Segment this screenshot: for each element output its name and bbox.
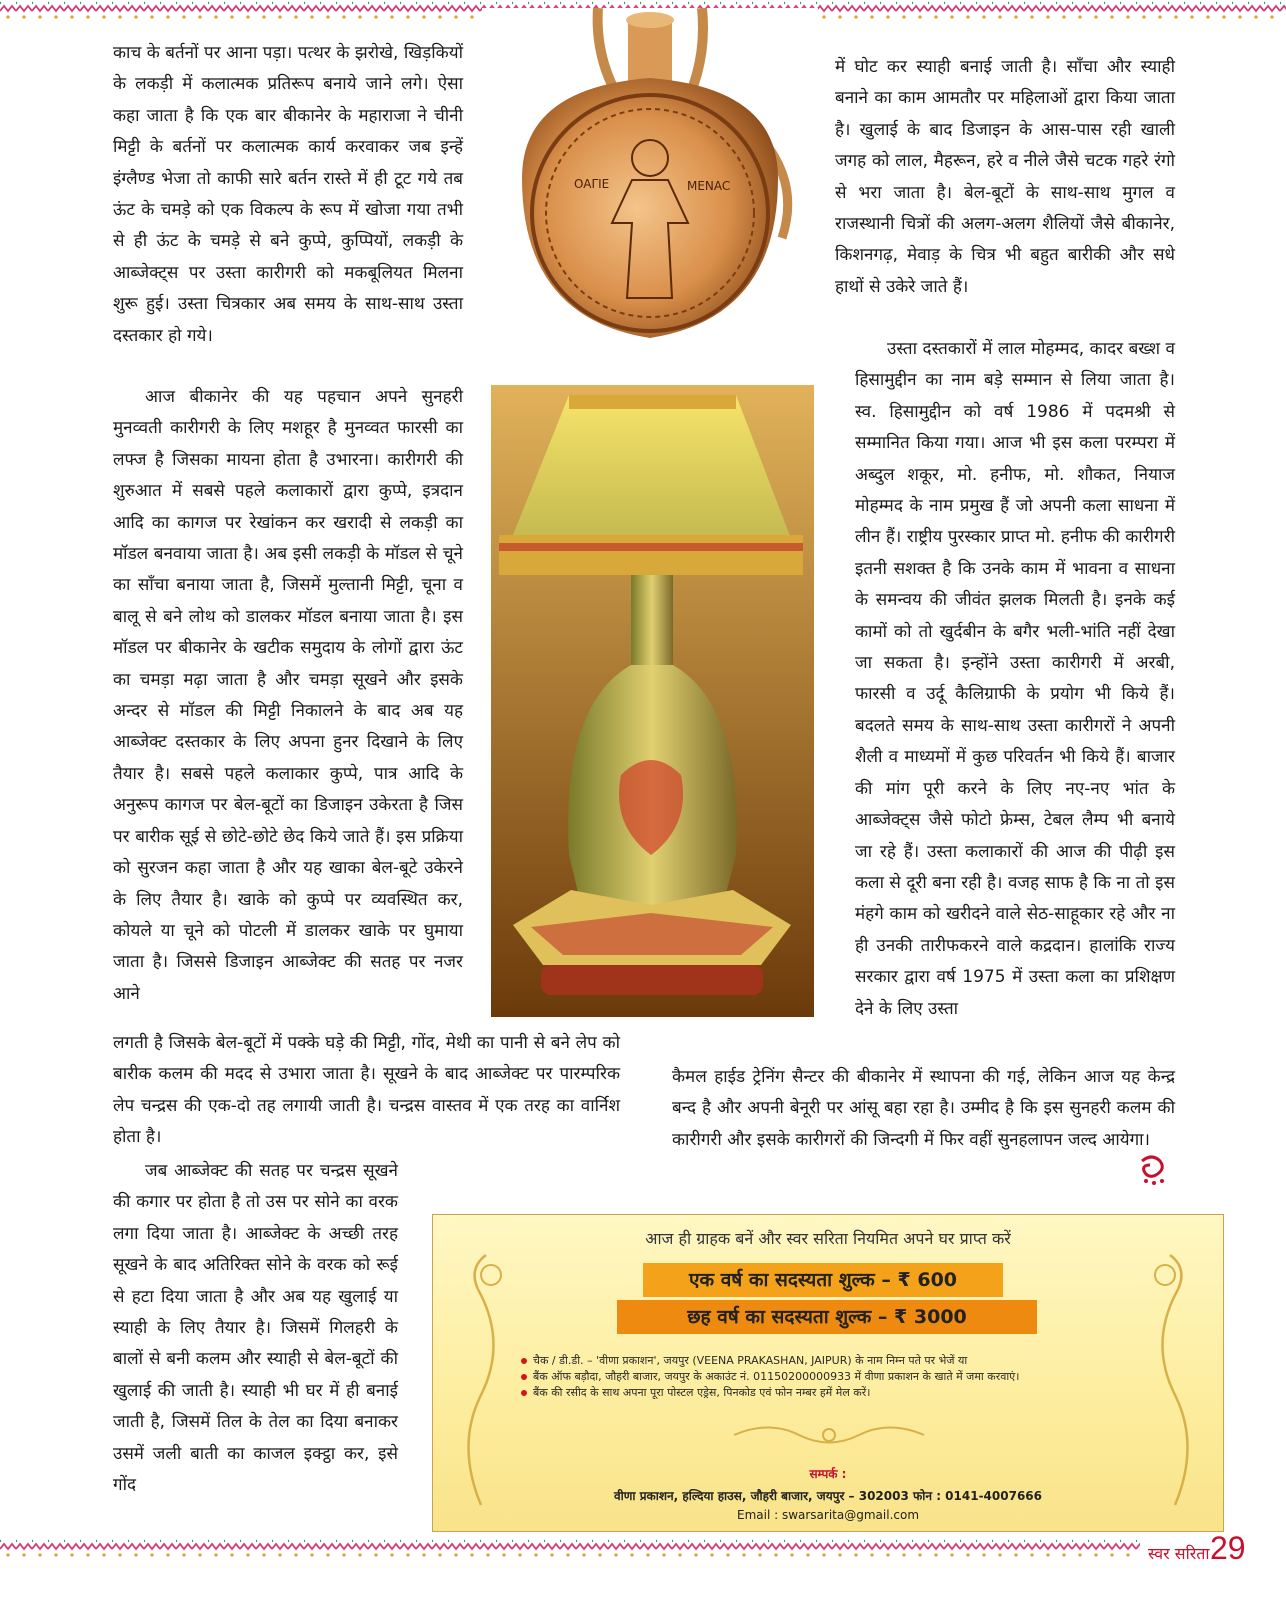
contact-address: वीणा प्रकाशन, हल्दिया हाउस, जौहरी बाजार, जयपुर – 302003 फोन : 0141-4007666	[613, 1489, 1043, 1503]
payment-instruction-item: चैक / डी.डी. – 'वीणा प्रकाशन', जयपुर (VEENA PRAKASHAN, JAIPUR) के नाम निम्न पते पर भेजें या	[521, 1353, 1151, 1369]
article-paragraph-1: काच के बर्तनों पर आना पड़ा। पत्थर के झरोखे, खिड़कियों के लकड़ी में कलात्मक प्रतिरूप बनाये जाने लगे। ऐसा कहा जाता है कि एक बार बीकानेर के महाराजा ने चीनी मिट्टी के बर्तनों पर कलात्मक कार्य करवाकर जब इन्हें इंग्लैण्ड भेजा तो काफी सारे बर्तन रास्ते में ही टूट गये तब ऊंट के चमड़े को एक विकल्प के रूप में खोजा गया तभी से ही ऊंट के चमड़े से बने कुप्पे, कुप्पियों, लकड़ी के आब्जेक्ट्स पर उस्ता कारीगरी को मकबूलियत मिलना शुरू हुई। उस्ता चित्रकार अब समय के साथ-साथ उस्ता दस्तकार हो गये।	[113, 43, 463, 346]
article-paragraph-5: उस्ता दस्तकारों में लाल मोहम्मद, कादर बख्श व हिसामुद्दीन का नाम बड़े सम्मान से लिया जाता है। स्व. हिसामुद्दीन को वर्ष 1986 में पदमश्री से सम्मानित किया गया। आज भी इस कला परम्परा में अब्दुल शकूर, मो. हनीफ, मो. शौकत, नियाज मोहम्मद के नाम प्रमुख हैं जो अपनी कला साधना में लीन हैं। राष्ट्रीय पुरस्कार प्राप्त मो. हनीफ की कारीगरी इतनी सशक्त है कि उनके काम में भावना व साधना के समन्वय की जीवंत झलक मिलती है। इनके कई कामों को तो खुर्दबीन के बगैर भली-भांति नहीं देखा जा सकता है। इन्होंने उस्ता कारीगरी में अरबी, फारसी व उर्दू कैलिग्राफी के प्रयोग भी किये हैं। बदलते समय के साथ-साथ उस्ता कारीगरों ने अपनी शैली व माध्यमों में कुछ परिवर्तन भी किये हैं। बाजार की मांग पूरी करने के लिए नए-नए भांत के आब्जेक्ट्स जैसे फोटो फ्रेम्स, टेबल लैम्प भी बनाये जा रहे हैं। उस्ता कलाकारों की आज की पीढ़ी इस कला से दूरी बना रही है। वजह साफ है कि ना तो इस मंहगे काम को खरीदने वाले सेठ-साहूकार रहे और ना ही उनकी तारीफकरने वाले कद्रदान। हालांकि राज्य सरकार द्वारा वर्ष 1975 में उस्ता कला का प्रशिक्षण देने के लिए उस्ता	[855, 339, 1175, 1019]
magazine-name: स्वर सरिता	[1148, 1544, 1210, 1563]
flask-inscription-right: MENAC	[687, 179, 731, 193]
page-number: 29	[1210, 1530, 1246, 1566]
table-lamp-photo	[491, 385, 814, 1017]
flask-inscription-left: OAΓIE	[574, 177, 610, 191]
center-flourish-icon	[729, 1420, 929, 1450]
leather-flask-photo	[482, 8, 818, 340]
article-end-mark-icon	[1134, 1151, 1170, 1187]
one-year-fee-banner: एक वर्ष का सदस्यता शुल्क – ₹ 600	[643, 1263, 1003, 1297]
contact-email: Email : swarsarita@gmail.com	[736, 1508, 920, 1522]
article-paragraph-5-continued: कैमल हाईड ट्रेनिंग सैन्टर की बीकानेर में स्थापना की गई, लेकिन आज यह केन्द्र बन्द है और अपनी बेनूरी पर आंसू बहा रहा है। उम्मीद है कि इस सुनहरी कलम की कारीगरी और इसके कारीगरों की जिन्दगी में फिर वहीं सुनहलापन जल्द आयेगा।	[672, 1067, 1175, 1150]
border-pattern-icon	[0, 1538, 1140, 1560]
payment-instruction-item: बैंक की रसीद के साथ अपना पूरा पोस्टल एड्रेस, पिनकोड एवं फोन नम्बर हमें मेल करें।	[521, 1385, 1151, 1401]
subscription-advertisement	[432, 1214, 1224, 1532]
payment-instruction-item: बैंक ऑफ बड़ौदा, जौहरी बाजार, जयपुर के अकाउंट नं. 01150200000933 में वीणा प्रकाशन के खाते में जमा करवाएं।	[521, 1369, 1151, 1385]
article-paragraph-2-continued: लगती है जिसके बेल-बूटों में पक्के घड़े की मिट्टी, गोंद, मेथी का पानी से बने लेप को बारीक कलम की मदद से उभारा जाता है। सूखने के बाद आब्जेक्ट पर पारम्परिक लेप चन्द्रस की एक-दो तह लगायी जाती है। चन्द्रस वास्तव में एक तरह का वार्निश होता है।	[113, 1033, 620, 1148]
six-year-fee-banner: छह वर्ष का सदस्यता शुल्क – ₹ 3000	[617, 1300, 1037, 1334]
contact-label: सम्पर्क :	[809, 1467, 847, 1481]
bottom-decorative-border	[0, 1538, 1140, 1560]
article-paragraph-3: जब आब्जेक्ट की सतह पर चन्द्रस सूखने की कगार पर होता है तो उस पर सोने का वरक लगा दिया जाता है। आब्जेक्ट के अच्छी तरह सूखने के बाद अतिरिक्त सोने के वरक को रूई से हटा दिया जाता है और अब यह खुलाई या स्याही के लिए तैयार है। जिसमें गिलहरी के बालों से बनी कलम और स्याही से बेल-बूटों की खुलाई की जाती है। स्याही भी घर में ही बनाई जाती है, जिसमें तिल के तेल का दिया बनाकर उसमें जली बाती का काजल इक्ट्ठा कर, इसे गोंद	[113, 1161, 398, 1496]
payment-instructions	[521, 1353, 1151, 1401]
promo-headline: आज ही ग्राहक बनें और स्वर सरिता नियमित अपने घर प्राप्त करें	[645, 1229, 1011, 1248]
article-paragraph-2: आज बीकानेर की यह पहचान अपने सुनहरी मुनव्वती कारीगरी के लिए मशहूर है मुनव्वत फारसी का लफ्ज है जिसका मायना होता है उभारना। कारीगरी की शुरुआत में सबसे पहले कलाकारों द्वारा कुप्पे, इत्रदान आदि का कागज पर रेखांकन कर खरादी से लकड़ी का मॉडल बनवाया जाता है। अब इसी लकड़ी के मॉडल से चूने का साँचा बनाया जाता है, जिसमें मुल्तानी मिट्टी, चूना व बालू से बने लोथ को डालकर मॉडल बनाया जाता है। इस मॉडल पर बीकानेर के खटीक समुदाय के लोगों द्वारा ऊंट का चमड़ा मढ़ा जाता है और चमड़ा सूखने और इसके अन्दर से मॉडल की मिट्टी निकालने के बाद अब यह आब्जेक्ट दस्तकार के लिए अपना हुनर दिखाने के लिए तैयार है। सबसे पहले कलाकार कुप्पे, पात्र आदि के अनुरूप कागज पर बेल-बूटों का डिजाइन उकेरता है जिस पर बारीक सूई से छोटे-छोटे छेद किये जाते हैं। इस प्रक्रिया को सुरजन कहा जाता है और यह खाका बेल-बूटे उकेरने के लिए तैयार है। खाके को कुप्पे पर व्यवस्थित कर, कोयले या चूने को पोटली में डालकर खाके पर घुमाया जाता है। जिससे डिजाइन आब्जेक्ट की सतह पर नजर आने	[113, 387, 463, 1004]
article-paragraph-4: में घोट कर स्याही बनाई जाती है। साँचा और स्याही बनाने का काम आमतौर पर महिलाओं द्वारा किया जाता है। खुलाई के बाद डिजाइन के आस-पास रही खाली जगह को लाल, मैहरून, हरे व नीले जैसे चटक गहरे रंगो से भरा जाता है। बेल-बूटों के साथ-साथ मुगल व राजस्थानी चित्रों की अलग-अलग शैलियों जैसे बीकानेर, किशनगढ़, मेवाड़ के चित्र भी बहुत बारीकी और सधे हाथों से उकेरे जाते हैं।	[835, 57, 1175, 297]
